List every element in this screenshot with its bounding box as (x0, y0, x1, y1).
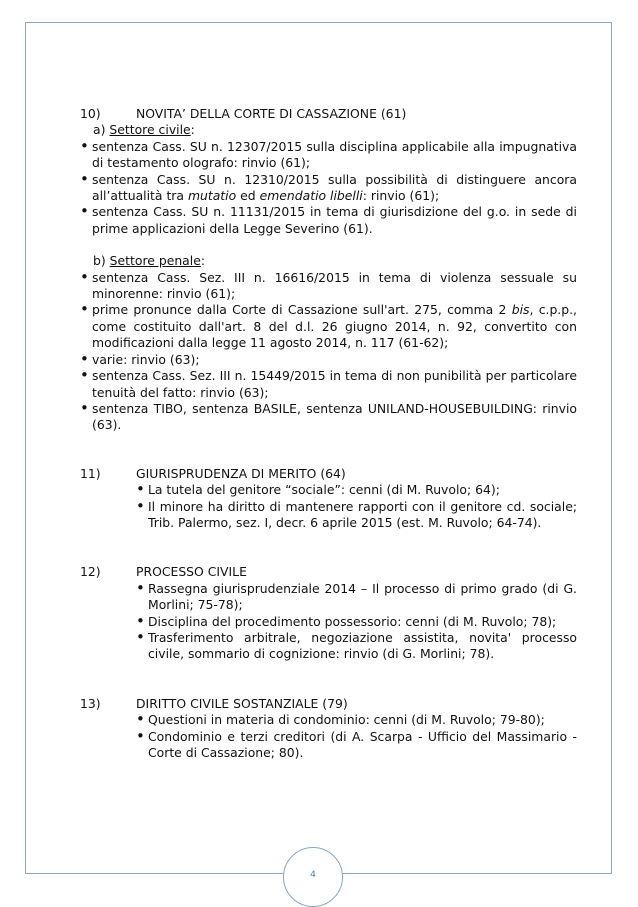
list-item: • sentenza Cass. Sez. III n. 15449/2015 in tema di non punibilità per particolare tenuità del fatto: rinvio (63); (92, 368, 577, 401)
list-item: • varie: rinvio (63); (92, 352, 577, 368)
section-title: PROCESSO CIVILE (136, 564, 247, 580)
section-number: 12) (80, 564, 101, 580)
list-item: • sentenza Cass. SU n. 12310/2015 sulla possibilità di distinguere ancora all’attualità tra mutatio ed emendatio libelli: rinvio (61); (92, 172, 577, 205)
list-item: • Condominio e terzi creditori (di A. Scarpa - Ufficio del Massimario - Corte di Cassazione; 80). (148, 729, 577, 762)
case-law-list (80, 482, 577, 531)
section-number: 11) (80, 465, 101, 481)
list-item: • Trasferimento arbitrale, negoziazione assistita, novita' processo civile, sommario di cognizione: rinvio (di G. Morlini; 78). (148, 630, 577, 663)
criminal-sector-list (80, 270, 577, 434)
list-item: • prime pronunce dalla Corte di Cassazione sull'art. 275, comma 2 bis, c.p.p., come costituito dall'art. 8 del d.l. 26 giugno 2014, n. 92, convertito con modificazioni dalla legge 11 agosto 2014, n. 117 (61-62); (92, 302, 577, 351)
section-13-heading (80, 696, 577, 712)
section-12-heading (80, 564, 577, 580)
substantive-civil-law-list (80, 712, 577, 761)
section-number: 10) (80, 106, 101, 121)
subsection-a-heading: a) Settore civile: (93, 122, 195, 138)
civil-procedure-list (80, 581, 577, 663)
page-number-badge (283, 847, 343, 907)
list-item: • La tutela del genitore “sociale”: cenni (di M. Ruvolo; 64); (148, 482, 577, 498)
section-11-heading (80, 466, 577, 482)
subsection-b-heading: b) Settore penale: (93, 253, 206, 269)
document-content (80, 106, 577, 761)
section-title: NOVITA’ DELLA CORTE DI CASSAZIONE (61) (136, 106, 407, 121)
subsection-label: Settore civile (109, 122, 191, 138)
section-title: DIRITTO CIVILE SOSTANZIALE (79) (136, 695, 348, 711)
subsection-label: Settore penale (109, 253, 201, 269)
list-item: • Disciplina del procedimento possessorio: cenni (di M. Ruvolo; 78); (148, 614, 577, 630)
section-10-heading (80, 106, 577, 122)
list-item: • sentenza Cass. SU n. 12307/2015 sulla disciplina applicabile alla impugnativa di testamento olografo: rinvio (61); (92, 139, 577, 172)
section-title: GIURISPRUDENZA DI MERITO (64) (136, 465, 346, 481)
list-item: • Questioni in materia di condominio: cenni (di M. Ruvolo; 79-80); (148, 712, 577, 728)
page-number: 4 (310, 870, 316, 880)
list-item: • sentenza TIBO, sentenza BASILE, sentenza UNILAND-HOUSEBUILDING: rinvio (63). (92, 401, 577, 434)
list-item: • sentenza Cass. Sez. III n. 16616/2015 in tema di violenza sessuale su minorenne: rinvio (61); (92, 270, 577, 303)
list-item: • Il minore ha diritto di mantenere rapporti con il genitore cd. sociale; Trib. Palermo, sez. I, decr. 6 aprile 2015 (est. M. Ruvolo; 64-74). (148, 499, 577, 532)
section-number: 13) (80, 695, 101, 711)
list-item: • Rassegna giurisprudenziale 2014 – Il processo di primo grado (di G. Morlini; 75-78); (148, 581, 577, 614)
civil-sector-list (80, 139, 577, 237)
list-item: • sentenza Cass. SU n. 11131/2015 in tema di giurisdizione del g.o. in sede di prime applicazioni della Legge Severino (61). (92, 204, 577, 237)
